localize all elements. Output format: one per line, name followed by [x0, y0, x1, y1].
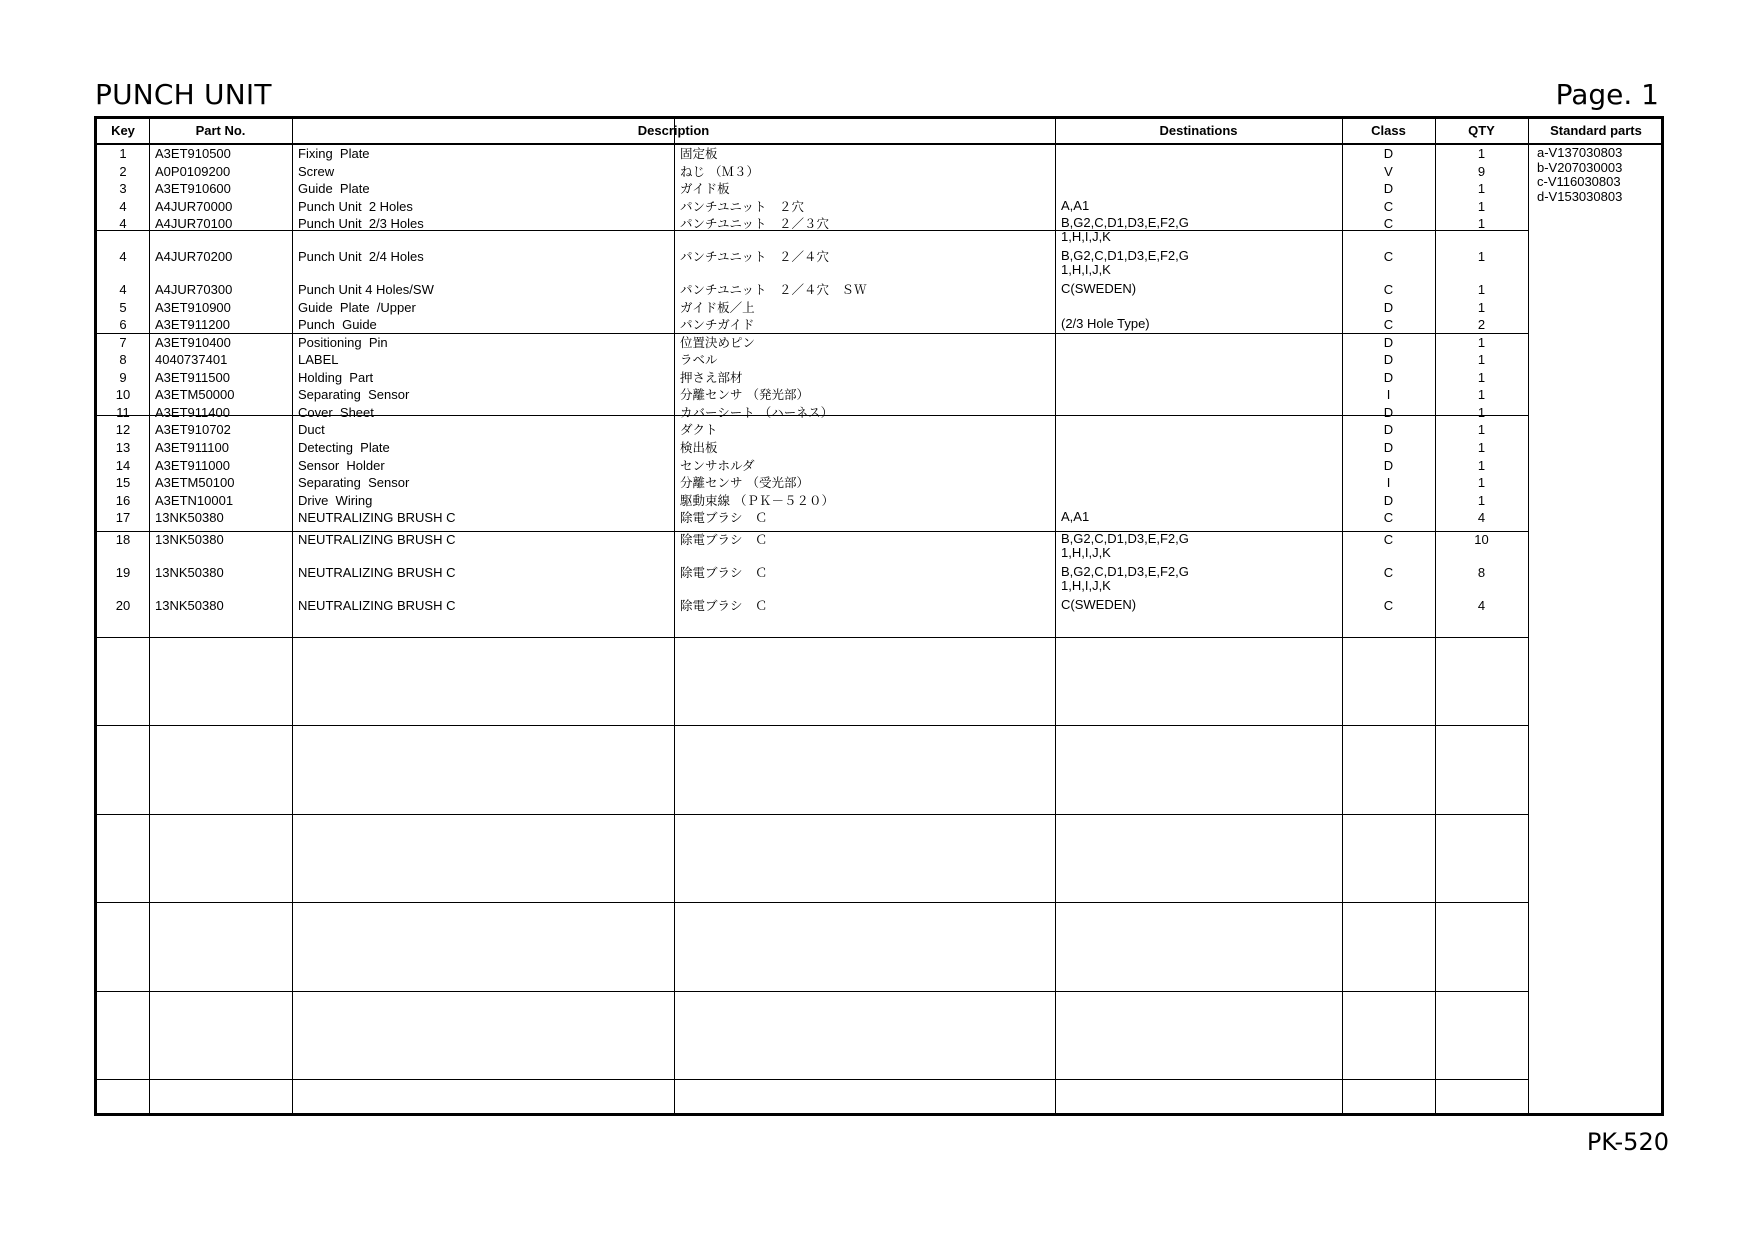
model-code: PK-520 [1586, 1128, 1669, 1156]
table-cell-jp: 除電ブラシ Ｃ [680, 510, 768, 525]
table-cell-part: A4JUR70200 [155, 249, 233, 264]
table-cell-key: 16 [115, 493, 131, 508]
table-cell-cls: D [1383, 181, 1394, 196]
table-cell-jp: ラベル [680, 352, 718, 367]
row-divider [97, 991, 1528, 992]
table-cell-jp: 除電ブラシ Ｃ [680, 598, 768, 613]
table-cell-key: 4 [119, 282, 127, 297]
table-cell-qty: 10 [1474, 532, 1489, 547]
table-cell-desc: Guide Plate [298, 181, 370, 196]
row-divider [97, 531, 1528, 532]
row-divider [97, 1079, 1528, 1080]
parts-table [94, 116, 1664, 1116]
table-cell-cls: D [1383, 300, 1394, 315]
table-cell-qty: 1 [1477, 352, 1486, 367]
row-divider [97, 637, 1528, 638]
table-cell-desc: Drive Wiring [298, 493, 373, 508]
table-cell-cls: D [1383, 146, 1394, 161]
table-cell-jp: 押さえ部材 [680, 370, 743, 385]
table-cell-part: A3ET910600 [155, 181, 231, 196]
table-cell-part: A3ETM50100 [155, 475, 235, 490]
table-cell-desc: NEUTRALIZING BRUSH C [298, 598, 456, 613]
table-cell-qty: 1 [1477, 282, 1486, 297]
table-cell-key: 15 [115, 475, 131, 490]
table-cell-key: 5 [119, 300, 127, 315]
table-cell-desc: Punch Unit 4 Holes/SW [298, 282, 434, 297]
table-cell-cls: C [1383, 565, 1394, 580]
table-cell-desc: NEUTRALIZING BRUSH C [298, 532, 456, 547]
table-cell-desc: Holding Part [298, 370, 374, 385]
table-cell-qty: 1 [1477, 458, 1486, 473]
table-cell-dest: A,A1 [1061, 509, 1090, 524]
table-cell-part: 13NK50380 [155, 565, 224, 580]
table-cell-cls: D [1383, 335, 1394, 350]
table-cell-key: 7 [119, 335, 127, 350]
table-cell-cls: D [1383, 370, 1394, 385]
table-cell-key: 10 [115, 387, 131, 402]
table-cell-key: 12 [115, 422, 131, 437]
table-cell-desc: Punch Unit 2/4 Holes [298, 249, 424, 264]
header-part-no: Part No. [195, 123, 246, 138]
table-cell-jp: パンチユニット ２／４穴 ＳＷ [680, 282, 867, 297]
table-cell-qty: 1 [1477, 440, 1486, 455]
row-divider [97, 725, 1528, 726]
table-cell-qty: 4 [1477, 598, 1486, 613]
col-divider [674, 119, 675, 1113]
table-cell-part: A4JUR70000 [155, 199, 233, 214]
table-cell-jp: 駆動束線 （ＰＫ－５２０） [680, 493, 834, 508]
table-cell-qty: 1 [1477, 181, 1486, 196]
page-number: Page. 1 [1555, 78, 1659, 111]
table-cell-dest: B,G2,C,D1,D3,E,F2,G 1,H,I,J,K [1061, 248, 1189, 277]
table-cell-cls: C [1383, 532, 1394, 547]
table-header [97, 119, 1661, 145]
table-cell-part: 13NK50380 [155, 532, 224, 547]
table-cell-desc: Screw [298, 164, 335, 179]
table-cell-jp: 固定板 [680, 146, 718, 161]
table-cell-part: 4040737401 [155, 352, 228, 367]
table-cell-cls: C [1383, 216, 1394, 231]
table-cell-part: A4JUR70300 [155, 282, 233, 297]
table-cell-part: A0P0109200 [155, 164, 231, 179]
table-cell-desc: NEUTRALIZING BRUSH C [298, 565, 456, 580]
table-cell-key: 8 [119, 352, 127, 367]
table-cell-part: A3ET911400 [155, 405, 230, 420]
table-cell-cls: D [1383, 440, 1394, 455]
table-cell-qty: 1 [1477, 405, 1486, 420]
table-cell-dest: (2/3 Hole Type) [1061, 316, 1150, 331]
table-cell-cls: I [1386, 387, 1391, 402]
table-cell-key: 4 [119, 199, 127, 214]
table-cell-part: A3ET911000 [155, 458, 230, 473]
table-cell-desc: Separating Sensor [298, 387, 410, 402]
table-cell-cls: D [1383, 422, 1394, 437]
table-cell-cls: C [1383, 282, 1394, 297]
table-cell-cls: D [1383, 352, 1394, 367]
table-cell-part: A4JUR70100 [155, 216, 233, 231]
table-cell-qty: 8 [1477, 565, 1486, 580]
table-cell-jp: 除電ブラシ Ｃ [680, 565, 768, 580]
standard-part-item: c-V116030803 [1537, 174, 1621, 189]
table-cell-cls: D [1383, 493, 1394, 508]
table-cell-part: A3ETN10001 [155, 493, 234, 508]
header-key: Key [111, 123, 135, 138]
table-cell-qty: 1 [1477, 216, 1486, 231]
table-cell-cls: C [1383, 249, 1394, 264]
table-cell-qty: 1 [1477, 146, 1486, 161]
table-cell-desc: Positioning Pin [298, 335, 388, 350]
table-cell-jp: 分離センサ （受光部） [680, 475, 809, 490]
table-cell-part: 13NK50380 [155, 598, 224, 613]
table-cell-part: A3ETM50000 [155, 387, 235, 402]
table-cell-key: 11 [116, 405, 130, 420]
table-cell-desc: NEUTRALIZING BRUSH C [298, 510, 456, 525]
header-destinations: Destinations [1159, 123, 1238, 138]
table-cell-desc: Sensor Holder [298, 458, 385, 473]
table-cell-qty: 1 [1477, 422, 1486, 437]
table-cell-desc: Detecting Plate [298, 440, 390, 455]
table-cell-part: A3ET911500 [155, 370, 230, 385]
header-qty: QTY [1468, 123, 1495, 138]
table-cell-cls: C [1383, 199, 1394, 214]
standard-part-item: d-V153030803 [1537, 188, 1623, 204]
row-divider [97, 902, 1528, 903]
table-cell-key: 20 [115, 598, 131, 613]
table-cell-jp: パンチガイド [680, 317, 755, 332]
col-divider [1528, 119, 1529, 1113]
table-cell-dest: B,G2,C,D1,D3,E,F2,G 1,H,I,J,K [1061, 564, 1189, 593]
table-cell-desc: Cover Sheet [298, 405, 374, 420]
row-divider [97, 230, 1528, 231]
table-cell-jp: センサホルダ [680, 458, 755, 473]
header-description: Description [637, 123, 710, 138]
table-cell-qty: 9 [1477, 164, 1486, 179]
table-cell-jp: パンチユニット ２穴 [680, 199, 805, 214]
table-cell-jp: ダクト [680, 422, 718, 437]
col-divider [149, 119, 150, 1113]
table-cell-key: 3 [119, 181, 127, 196]
table-cell-qty: 1 [1477, 300, 1486, 315]
table-cell-qty: 1 [1477, 475, 1486, 490]
table-cell-jp: 検出板 [680, 440, 718, 455]
row-divider [97, 333, 1528, 334]
standard-parts-list [1537, 146, 1622, 204]
table-cell-desc: Punch Unit 2 Holes [298, 199, 413, 214]
table-cell-desc: Fixing Plate [298, 146, 370, 161]
table-cell-jp: パンチユニット ２／３穴 [680, 216, 830, 231]
table-cell-key: 9 [119, 370, 127, 385]
table-cell-key: 4 [119, 249, 127, 264]
col-divider [292, 119, 293, 1113]
table-cell-key: 18 [115, 532, 131, 547]
table-cell-key: 6 [119, 317, 127, 332]
table-cell-desc: Punch Unit 2/3 Holes [298, 216, 424, 231]
table-cell-key: 19 [115, 565, 131, 580]
table-cell-cls: C [1383, 510, 1394, 525]
table-cell-qty: 1 [1477, 493, 1486, 508]
table-cell-part: 13NK50380 [155, 510, 224, 525]
table-cell-dest: A,A1 [1061, 198, 1090, 213]
table-cell-part: A3ET911100 [155, 440, 229, 455]
table-cell-jp: 分離センサ （発光部） [680, 387, 809, 402]
table-cell-cls: I [1386, 475, 1391, 490]
table-cell-dest: C(SWEDEN) [1061, 281, 1137, 296]
standard-part-item: b-V207030003 [1537, 159, 1623, 175]
row-divider [97, 814, 1528, 815]
table-cell-dest: C(SWEDEN) [1061, 597, 1137, 612]
table-cell-desc: Punch Guide [298, 317, 377, 332]
table-cell-qty: 1 [1477, 335, 1486, 350]
table-cell-cls: D [1383, 458, 1394, 473]
table-cell-jp: 除電ブラシ Ｃ [680, 532, 768, 547]
header-standard-parts: Standard parts [1550, 123, 1642, 138]
table-cell-key: 13 [115, 440, 131, 455]
table-cell-part: A3ET910400 [155, 335, 231, 350]
table-cell-desc: LABEL [298, 352, 339, 367]
table-cell-part: A3ET910900 [155, 300, 231, 315]
table-cell-qty: 1 [1477, 249, 1486, 264]
page-title: PUNCH UNIT [95, 78, 272, 111]
table-cell-jp: ガイド板 [680, 181, 730, 196]
table-cell-qty: 1 [1477, 370, 1486, 385]
table-cell-part: A3ET911200 [155, 317, 230, 332]
table-cell-desc: Duct [298, 422, 325, 437]
table-cell-desc: Guide Plate /Upper [298, 300, 416, 315]
table-cell-cls: C [1383, 598, 1394, 613]
table-cell-desc: Separating Sensor [298, 475, 410, 490]
table-cell-key: 1 [119, 146, 127, 161]
table-cell-part: A3ET910702 [155, 422, 231, 437]
table-cell-key: 4 [119, 216, 127, 231]
table-cell-key: 14 [115, 458, 131, 473]
table-cell-jp: 位置決めピン [680, 335, 756, 350]
table-cell-key: 2 [119, 164, 127, 179]
table-cell-dest: B,G2,C,D1,D3,E,F2,G 1,H,I,J,K [1061, 531, 1189, 560]
table-cell-qty: 2 [1477, 317, 1486, 332]
table-cell-cls: V [1384, 164, 1393, 179]
table-cell-cls: D [1383, 405, 1394, 420]
row-divider [97, 415, 1528, 416]
col-divider [1055, 119, 1056, 1113]
table-cell-cls: C [1383, 317, 1394, 332]
table-cell-dest: B,G2,C,D1,D3,E,F2,G 1,H,I,J,K [1061, 215, 1189, 244]
header-class: Class [1371, 123, 1406, 138]
table-cell-jp: ガイド板／上 [680, 300, 755, 315]
table-cell-qty: 1 [1477, 387, 1486, 402]
col-divider [1435, 119, 1436, 1113]
table-cell-jp: パンチユニット ２／４穴 [680, 249, 830, 264]
table-cell-part: A3ET910500 [155, 146, 231, 161]
table-cell-qty: 4 [1477, 510, 1486, 525]
table-cell-qty: 1 [1477, 199, 1486, 214]
table-cell-key: 17 [115, 510, 131, 525]
table-cell-jp: カバーシート （ハーネス） [680, 405, 834, 420]
standard-part-item: a-V137030803 [1537, 145, 1623, 160]
col-divider [1342, 119, 1343, 1113]
table-cell-jp: ねじ （Ｍ３） [680, 164, 759, 179]
